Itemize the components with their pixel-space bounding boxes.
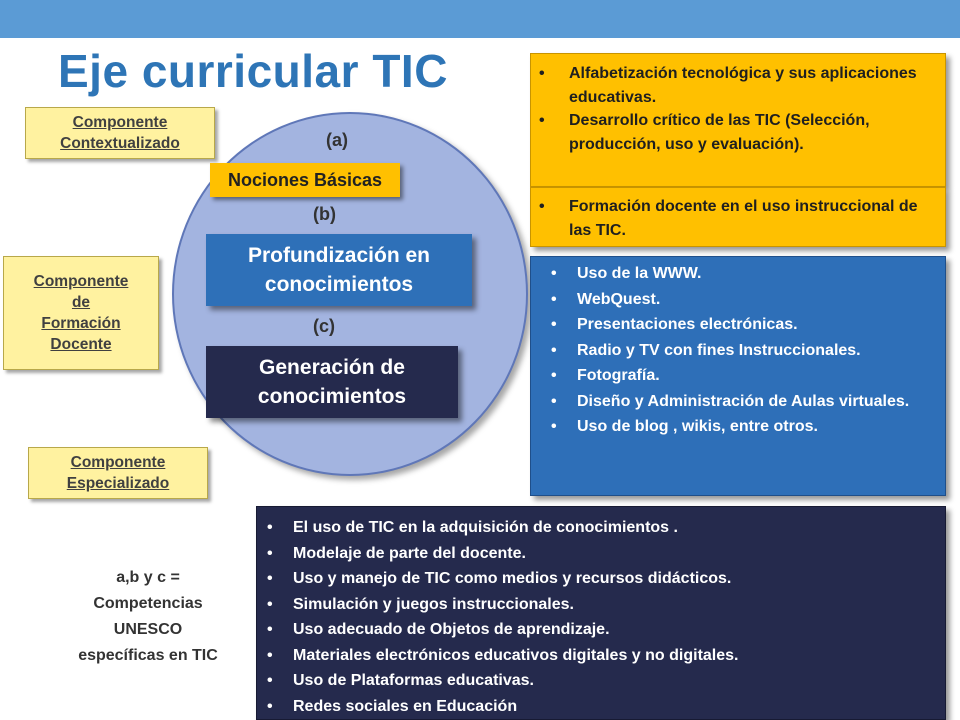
- list-item: [539, 195, 935, 242]
- profundizacion-line: conocimientos: [264, 273, 414, 296]
- list-item-text: WebQuest.: [577, 290, 661, 308]
- generacion-box: [206, 346, 458, 418]
- page-title: Eje curricular TIC: [58, 45, 448, 97]
- list-item: [267, 643, 935, 669]
- herramientas-box: [530, 256, 946, 496]
- component-line: Componente: [72, 114, 168, 131]
- bullet-icon: •: [267, 646, 273, 664]
- bullet-icon: •: [267, 595, 273, 613]
- list-item-text: Fotografía.: [577, 367, 660, 384]
- bullet-icon: •: [551, 367, 557, 384]
- list-item: [541, 261, 935, 287]
- bullet-icon: •: [551, 392, 557, 410]
- componente-contextualizado: [25, 107, 215, 159]
- list-item-text: Uso de Plataformas educativas.: [293, 672, 534, 689]
- bullet-icon: •: [539, 65, 545, 82]
- componente-especializado: [28, 447, 208, 499]
- list-item: [541, 287, 935, 313]
- label-c: (c): [313, 316, 335, 336]
- bullet-icon: •: [551, 341, 557, 359]
- list-item: [267, 566, 935, 592]
- list-item-text: Desarrollo crítico de las TIC (Selección, producción, uso y evaluación).: [569, 112, 870, 153]
- generacion-line: conocimientos: [257, 385, 407, 408]
- note-line: Competencias: [93, 595, 203, 612]
- usos-pedagogicos-box: [256, 506, 946, 720]
- list-item: [267, 617, 935, 643]
- list-item-text: Presentaciones electrónicas.: [577, 316, 798, 333]
- list-item: [541, 389, 935, 415]
- bullet-icon: •: [551, 418, 557, 435]
- list-item: [541, 414, 935, 440]
- formacion-docente-box: [530, 187, 946, 247]
- top-accent-bar: [0, 0, 960, 38]
- list-item-text: Simulación y juegos instruccionales.: [293, 595, 574, 613]
- generacion-line: Generación de: [259, 356, 405, 379]
- bullet-icon: •: [267, 672, 273, 689]
- profundizacion-line: Profundización en: [247, 244, 430, 267]
- profundizacion-box: [206, 234, 472, 306]
- list-item-text: El uso de TIC en la adquisición de conocimientos .: [293, 519, 678, 536]
- list-item: [539, 109, 935, 156]
- componente-formacion-docente: [3, 256, 159, 370]
- label-b: (b): [313, 204, 336, 224]
- list-item: [541, 312, 935, 338]
- list-item-text: Redes sociales en Educación: [293, 697, 518, 715]
- list-item: [541, 338, 935, 364]
- list-item-text: Radio y TV con fines Instruccionales.: [577, 341, 861, 359]
- bullet-icon: •: [539, 198, 545, 215]
- list-item: [267, 592, 935, 618]
- list-item-text: Formación docente en el uso instruccional de las TIC.: [569, 198, 918, 239]
- bullet-icon: •: [267, 519, 273, 536]
- label-a: (a): [326, 130, 348, 150]
- bullet-icon: •: [267, 570, 273, 587]
- list-item: [267, 694, 935, 720]
- note-line: a,b y c =: [116, 569, 180, 586]
- alfabetizacion-box: [530, 53, 946, 187]
- list-item-text: Modelaje de parte del docente.: [293, 544, 526, 562]
- list-item: [267, 515, 935, 541]
- component-line: Especializado: [66, 475, 170, 492]
- bullet-icon: •: [267, 697, 273, 715]
- list-item: [539, 62, 935, 109]
- bullet-icon: •: [267, 621, 273, 638]
- list-item-text: Uso de blog , wikis, entre otros.: [577, 418, 818, 435]
- competencias-note: [38, 565, 258, 669]
- list-item-text: Diseño y Administración de Aulas virtuales.: [577, 392, 910, 410]
- note-line: UNESCO: [113, 621, 183, 638]
- nociones-basicas-box: Nociones Básicas: [210, 163, 400, 197]
- list-item: [541, 363, 935, 389]
- list-item-text: Alfabetización tecnológica y sus aplicaciones educativas.: [569, 65, 917, 106]
- component-line: Docente: [50, 336, 112, 353]
- bullet-icon: •: [539, 112, 545, 129]
- component-line: Componente: [33, 273, 129, 290]
- list-item-text: Uso de la WWW.: [577, 265, 702, 282]
- note-line: específicas en TIC: [78, 647, 218, 664]
- component-line: Componente: [70, 454, 166, 471]
- bullet-icon: •: [551, 316, 557, 333]
- component-line: Formación: [41, 315, 121, 332]
- bullet-icon: •: [551, 265, 557, 282]
- bullet-icon: •: [267, 544, 273, 562]
- list-item: [267, 541, 935, 567]
- list-item: [267, 668, 935, 694]
- bullet-icon: •: [551, 290, 557, 308]
- list-item-text: Materiales electrónicos educativos digitales y no digitales.: [293, 646, 739, 664]
- component-line: Contextualizado: [60, 135, 180, 152]
- list-item-text: Uso adecuado de Objetos de aprendizaje.: [293, 621, 610, 638]
- list-item-text: Uso y manejo de TIC como medios y recursos didácticos.: [293, 570, 732, 587]
- component-line: de: [71, 294, 91, 311]
